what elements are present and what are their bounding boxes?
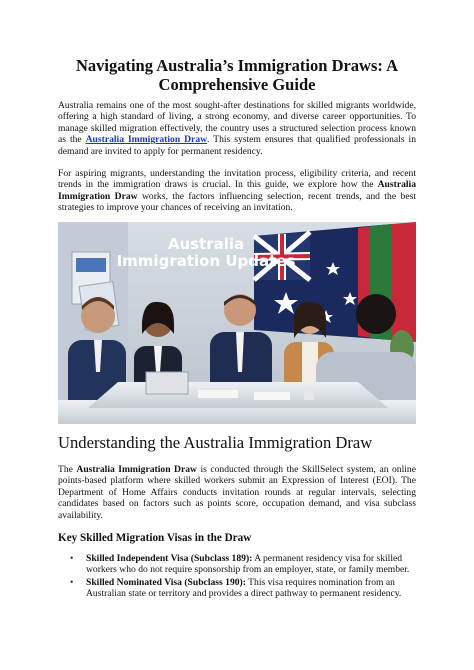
visa-name: Skilled Nominated Visa (Subclass 190):	[86, 576, 246, 588]
document-title: Navigating Australia’s Immigration Draws: A Comprehensive Guide	[75, 56, 399, 94]
header-photo	[58, 222, 416, 424]
australia-immigration-draw-link[interactable]: Australia Immigration Draw	[85, 134, 208, 146]
visa-list	[58, 553, 416, 601]
visas-subheading: Key Skilled Migration Visas in the Draw	[58, 532, 252, 544]
section-heading: Understanding the Australia Immigration Draw	[58, 433, 373, 452]
intro-paragraph	[58, 100, 416, 157]
visa-description: This visa requires nomination from an Australian state or territory and provides a direct pathway to permanent residency.	[86, 576, 402, 600]
visa-description: A permanent residency visa for skilled workers who do not require sponsorship from an employer, state, or family member.	[86, 553, 410, 576]
second-paragraph	[58, 168, 416, 214]
list-item	[58, 553, 416, 576]
section-text-start: The	[58, 464, 77, 475]
section-paragraph	[58, 464, 416, 521]
section-bold-term: Australia Immigration Draw	[76, 464, 197, 475]
photo-overlay-subtitle: Immigration Updates	[116, 252, 296, 270]
office-meeting-illustration	[58, 222, 416, 424]
intro-text-end: . This system ensures that qualified professionals in demand are invited to apply for permanent residency.	[58, 134, 416, 157]
photo-overlay-title: Australia	[167, 235, 245, 253]
intro-text-start: Australia remains one of the most sought-after destinations for skilled migrants worldwide, offering a high standard of living, a strong economy, and diverse career opportunities. To manage skilled migration effectively, the country uses a structured selection process known as the	[58, 100, 416, 146]
second-bold-term: Australia Immigration Draw	[58, 179, 416, 202]
second-text-end: works, the factors influencing selection, recent trends, and the best strategies to improve your chances of receiving an invitation.	[58, 190, 416, 214]
second-text-start: For aspiring migrants, understanding the invitation process, eligibility criteria, and recent trends in the immigration draws is crucial. In this guide, we explore how the	[58, 168, 416, 191]
list-item	[58, 577, 416, 600]
visa-name: Skilled Independent Visa (Subclass 189):	[86, 553, 253, 564]
section-text-end: is conducted through the SkillSelect system, an online points-based platform where skilled workers submit an Expression of Interest (EOI). The Department of Home Affairs conducts invitation rounds at regular intervals, selecting candidates based on factors such as points score, occupation demand, and visa subclass availability.	[58, 464, 416, 521]
